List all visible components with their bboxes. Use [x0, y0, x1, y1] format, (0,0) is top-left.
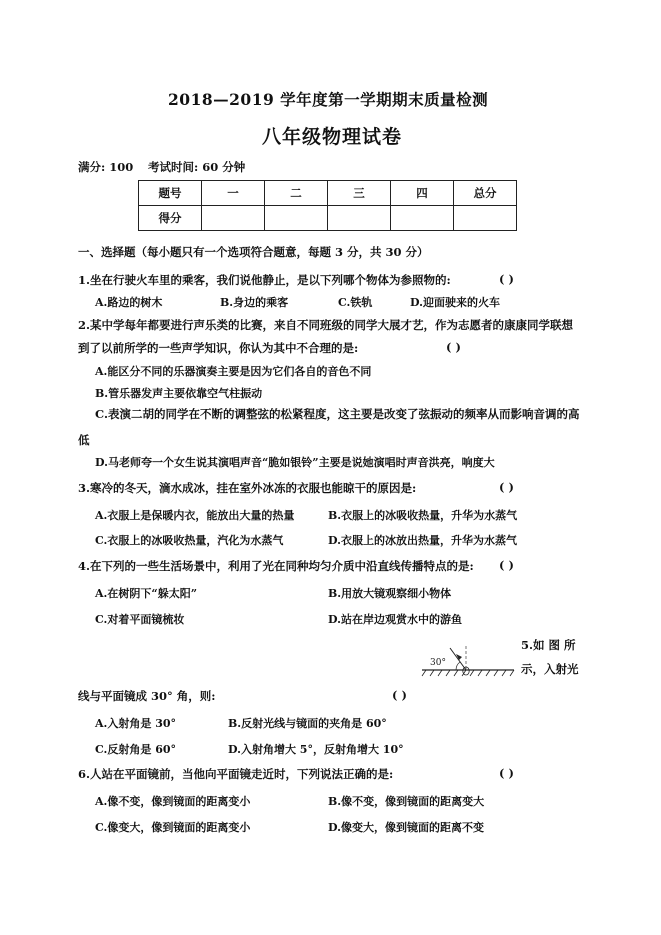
question-1-option-d: D.迎面驶来的火车	[410, 296, 500, 309]
question-6-stem: 6.人站在平面镜前，当他向平面镜走近时，下列说法正确的是:	[78, 767, 394, 781]
question-6-option-d: D.像变大，像到镜面的距离不变	[328, 821, 484, 834]
question-4-stem: 4.在下列的一些生活场景中，利用了光在同种均匀介质中沿直线传播特点的是:	[78, 559, 474, 573]
question-6-option-b: B.像不变，像到镜面的距离变大	[328, 795, 485, 808]
question-4-option-d: D.站在岸边观赏水中的游鱼	[328, 613, 462, 626]
question-2-stem-line-2: 到了以前所学的一些声学知识，你认为其中不合理的是:	[78, 341, 359, 355]
score-table-header-cell: 题号	[139, 181, 202, 206]
score-cell[interactable]	[391, 206, 454, 231]
question-4-answer-blank: ( )	[499, 558, 514, 572]
question-2-option-c: C.表演二胡的同学在不断的调整弦的松紧程度，这主要是改变了弦振动的频率从而影响音调的高低	[78, 407, 580, 447]
angle-arc	[456, 662, 460, 670]
score-table-header-cell: 二	[265, 181, 328, 206]
question-5-option-c: C.反射角是 60°	[95, 743, 177, 756]
score-table-header-row	[139, 181, 517, 206]
exam-title: 2018—2019 学年度第一学期期末质量检测	[168, 90, 489, 109]
paper-subtitle: 八年级物理试卷	[262, 126, 403, 148]
incident-ray	[450, 648, 466, 670]
score-table-score-row	[139, 206, 517, 231]
question-4-option-a: A.在树阴下“躲太阳”	[95, 587, 198, 600]
section-heading: 一、选择题（每小题只有一个选项符合题意，每题 3 分，共 30 分）	[78, 245, 429, 259]
score-cell[interactable]	[328, 206, 391, 231]
question-6-option-a: A.像不变，像到镜面的距离变小	[95, 795, 251, 808]
question-3-answer-blank: ( )	[499, 480, 514, 494]
question-1-option-b: B.身边的乘客	[220, 296, 289, 309]
full-score: 满分: 100	[78, 160, 134, 174]
question-3-option-c: C.衣服上的冰吸收热量，汽化为水蒸气	[95, 534, 284, 547]
question-1-answer-blank: ( )	[499, 272, 514, 286]
mirror-figure	[420, 640, 516, 680]
question-5-stem-right-1: 5.如 图 所	[521, 638, 576, 652]
question-5-option-b: B.反射光线与镜面的夹角是 60°	[228, 717, 387, 730]
question-3-option-b: B.衣服上的冰吸收热量，升华为水蒸气	[328, 509, 518, 522]
question-1-option-a: A.路边的树木	[95, 296, 163, 309]
score-table-header-cell: 总分	[454, 181, 517, 206]
mirror-hatching	[422, 670, 514, 676]
question-5-option-a: A.入射角是 30°	[95, 717, 177, 730]
score-table	[138, 180, 517, 231]
question-2-answer-blank: ( )	[446, 340, 461, 354]
score-row-label: 得分	[139, 206, 202, 231]
angle-label: 30°	[430, 658, 446, 668]
question-3-option-a: A.衣服上是保暖内衣，能放出大量的热量	[95, 509, 295, 522]
question-2-option-d: D.马老师夸一个女生说其演唱声音“脆如银铃”主要是说她演唱时声音洪亮，响度大	[95, 456, 495, 469]
question-6-option-c: C.像变大，像到镜面的距离变小	[95, 821, 251, 834]
score-table-header-cell: 三	[328, 181, 391, 206]
question-2-option-a: A.能区分不同的乐器演奏主要是因为它们各自的音色不同	[95, 365, 372, 378]
question-2-option-b: B.管乐器发声主要依靠空气柱振动	[95, 387, 263, 400]
question-3-stem: 3.寒冷的冬天，滴水成冰，挂在室外冰冻的衣服也能晾干的原因是:	[78, 481, 417, 495]
question-4-option-c: C.对着平面镜梳妆	[95, 613, 185, 626]
question-5-option-d: D.入射角增大 5°，反射角增大 10°	[228, 743, 404, 756]
score-table-header-cell: 四	[391, 181, 454, 206]
question-4-option-b: B.用放大镜观察细小物体	[328, 587, 452, 600]
question-5-answer-blank: ( )	[392, 688, 407, 702]
question-6-answer-blank: ( )	[499, 766, 514, 780]
score-cell[interactable]	[202, 206, 265, 231]
question-5-stem-right-2: 示，入射光	[521, 662, 579, 676]
score-table-header-cell: 一	[202, 181, 265, 206]
score-cell[interactable]	[265, 206, 328, 231]
exam-time: 考试时间: 60 分钟	[148, 160, 246, 174]
question-5-stem: 线与平面镜成 30° 角，则:	[78, 689, 216, 703]
score-cell[interactable]	[454, 206, 517, 231]
question-1-stem: 1.坐在行驶火车里的乘客，我们说他静止，是以下列哪个物体为参照物的:	[78, 273, 451, 287]
question-1-option-c: C.铁轨	[338, 296, 373, 309]
question-3-option-d: D.衣服上的冰放出热量，升华为水蒸气	[328, 534, 517, 547]
question-2-stem-line-1: 2.某中学每年都要进行声乐类的比赛，来自不同班级的同学大展才艺，作为志愿者的康康同学联想	[78, 318, 574, 332]
